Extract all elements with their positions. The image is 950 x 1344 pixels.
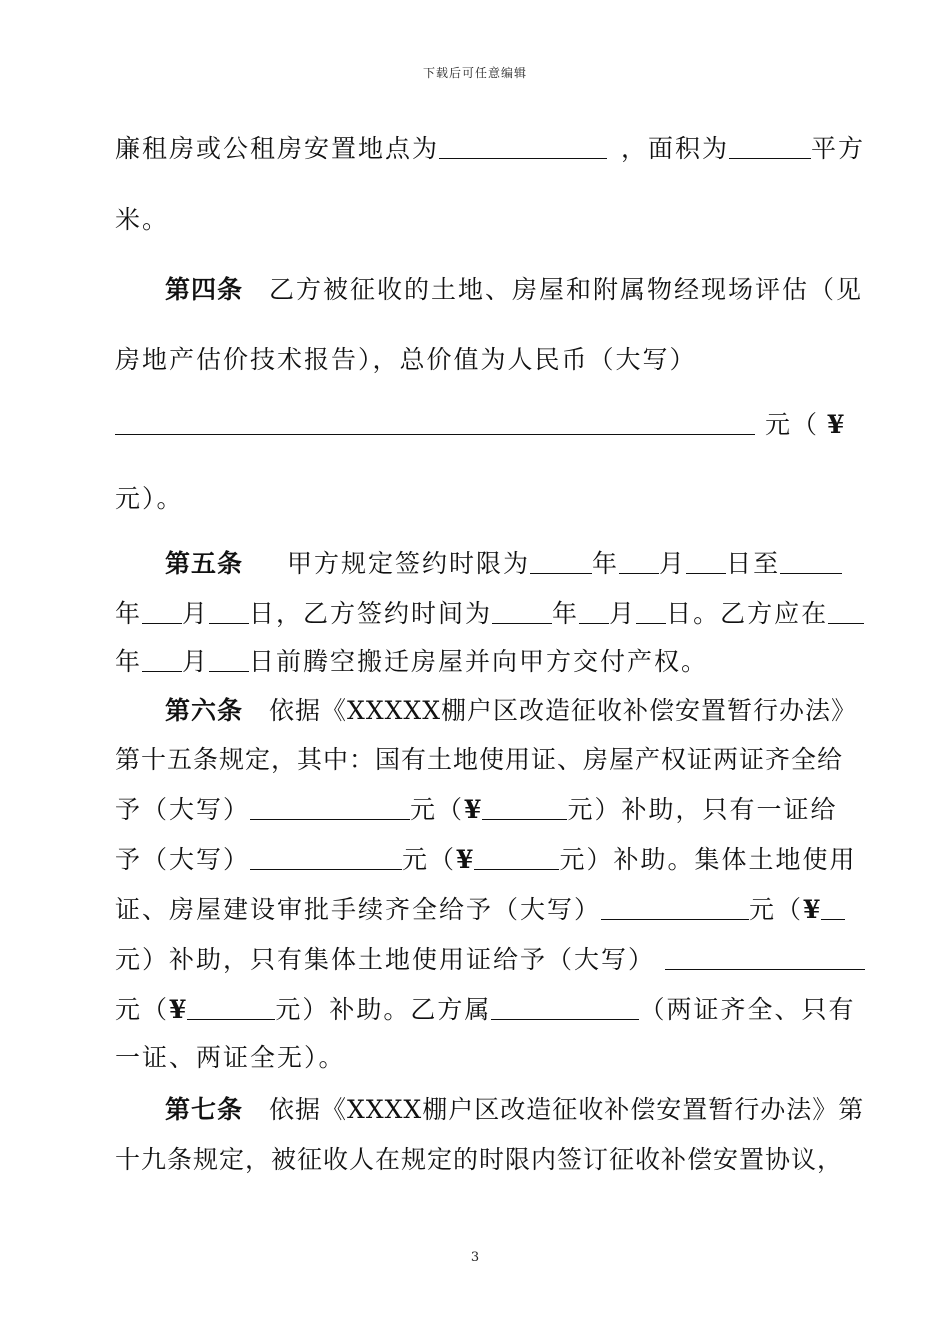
text: 元）补助。乙方属 bbox=[275, 995, 492, 1024]
text: 日至 bbox=[726, 549, 781, 578]
blank-month[interactable] bbox=[619, 549, 659, 574]
paragraph-line bbox=[115, 484, 837, 514]
article-number: 第六条 bbox=[165, 696, 244, 725]
blank-month[interactable] bbox=[142, 599, 182, 624]
blank-amount-figures[interactable] bbox=[187, 995, 275, 1020]
paragraph-line bbox=[115, 205, 837, 235]
yen-sign: ¥ bbox=[169, 995, 188, 1024]
text: 年 bbox=[592, 549, 620, 578]
paragraph-line bbox=[115, 345, 837, 375]
text: 依据《XXXX棚户区改造征收补偿安置暂行办法》第 bbox=[269, 1095, 865, 1124]
text: 年 bbox=[552, 599, 580, 628]
text: 日前腾空搬迁房屋并向甲方交付产权。 bbox=[249, 647, 709, 676]
text: 年 bbox=[115, 599, 143, 628]
text: 房地产估价技术报告），总价值为人民币（大写） bbox=[115, 345, 697, 374]
yen-sign: ¥ bbox=[456, 845, 475, 874]
paragraph-line bbox=[115, 1043, 837, 1073]
blank-year[interactable] bbox=[780, 549, 842, 574]
yen-sign: ¥ bbox=[827, 410, 846, 439]
text: 予（大写） bbox=[115, 845, 251, 874]
paragraph-line bbox=[115, 410, 846, 440]
blank-amount-words[interactable] bbox=[601, 895, 749, 920]
text: 证、房屋建设审批手续齐全给予（大写） bbox=[115, 895, 602, 924]
text: 元）补助，只有集体土地使用证给予（大写） bbox=[115, 945, 656, 974]
text: 依据《XXXXX棚户区改造征收补偿安置暂行办法》 bbox=[269, 696, 858, 725]
blank-year[interactable] bbox=[828, 599, 864, 624]
paragraph-line bbox=[115, 1145, 844, 1175]
paragraph-line bbox=[115, 845, 857, 875]
paragraph-line bbox=[115, 1095, 865, 1125]
blank-amount-figures[interactable] bbox=[474, 845, 559, 870]
blank-day[interactable] bbox=[686, 549, 726, 574]
blank-month[interactable] bbox=[579, 599, 609, 624]
blank-location[interactable] bbox=[439, 134, 607, 159]
blank-amount-words[interactable] bbox=[115, 410, 755, 435]
text: 元）。 bbox=[115, 484, 184, 513]
text: ，面积为 bbox=[621, 134, 730, 163]
text: 元（ bbox=[765, 410, 820, 439]
text: 日，乙方签约时间为 bbox=[249, 599, 493, 628]
blank-certificate-status[interactable] bbox=[491, 995, 639, 1020]
paragraph-line bbox=[115, 995, 856, 1025]
text: 元（ bbox=[402, 845, 457, 874]
yen-sign: ¥ bbox=[464, 795, 483, 824]
blank-day[interactable] bbox=[636, 599, 666, 624]
article-number: 第五条 bbox=[165, 549, 244, 578]
text: 廉租房或公租房安置地点为 bbox=[115, 134, 440, 163]
blank-area[interactable] bbox=[729, 134, 811, 159]
text: 月 bbox=[659, 549, 687, 578]
blank-day[interactable] bbox=[209, 599, 249, 624]
article-number: 第四条 bbox=[165, 275, 244, 304]
blank-amount-figures[interactable] bbox=[482, 795, 567, 820]
text: 月 bbox=[182, 599, 210, 628]
yen-sign: ¥ bbox=[803, 895, 822, 924]
paragraph-line bbox=[115, 895, 837, 925]
text: 月 bbox=[182, 647, 210, 676]
paragraph-line bbox=[115, 647, 837, 677]
blank-amount-figures[interactable] bbox=[821, 895, 845, 920]
text: 元）补助。集体土地使用 bbox=[559, 845, 857, 874]
paragraph-line bbox=[115, 134, 866, 164]
paragraph-line bbox=[115, 549, 837, 579]
blank-month[interactable] bbox=[142, 647, 182, 672]
text: 乙方被征收的土地、房屋和附属物经现场评估（见 bbox=[269, 275, 864, 304]
paragraph-line bbox=[115, 696, 858, 726]
text: 第十五条规定，其中：国有土地使用证、房屋产权证两证齐全给 bbox=[115, 745, 844, 774]
article-number: 第七条 bbox=[165, 1095, 244, 1124]
text: 元（ bbox=[115, 995, 170, 1024]
text: 一证、两证全无）。 bbox=[115, 1043, 346, 1072]
text: 米。 bbox=[115, 205, 170, 234]
text: 年 bbox=[115, 647, 143, 676]
paragraph-line bbox=[115, 275, 864, 305]
text: 平方 bbox=[811, 134, 866, 163]
text: 月 bbox=[609, 599, 637, 628]
text: 十九条规定，被征收人在规定的时限内签订征收补偿安置协议， bbox=[115, 1145, 844, 1174]
text: （两证齐全、只有 bbox=[639, 995, 856, 1024]
text: 元（ bbox=[410, 795, 465, 824]
text: 元）补助，只有一证给 bbox=[567, 795, 838, 824]
text: 日。乙方应在 bbox=[666, 599, 829, 628]
paragraph-line bbox=[115, 945, 837, 975]
blank-year[interactable] bbox=[492, 599, 552, 624]
text: 甲方规定签约时限为 bbox=[287, 549, 531, 578]
paragraph-line bbox=[115, 745, 844, 775]
blank-amount-words[interactable] bbox=[250, 795, 410, 820]
text: 元（ bbox=[749, 895, 804, 924]
blank-amount-words[interactable] bbox=[665, 945, 865, 970]
blank-year[interactable] bbox=[530, 549, 592, 574]
page-number: 3 bbox=[470, 1250, 480, 1265]
paragraph-line bbox=[115, 599, 837, 629]
page-header: 下载后可任意编辑 bbox=[422, 66, 527, 80]
blank-amount-words[interactable] bbox=[250, 845, 402, 870]
text: 予（大写） bbox=[115, 795, 251, 824]
blank-day[interactable] bbox=[209, 647, 249, 672]
paragraph-line bbox=[115, 795, 837, 825]
